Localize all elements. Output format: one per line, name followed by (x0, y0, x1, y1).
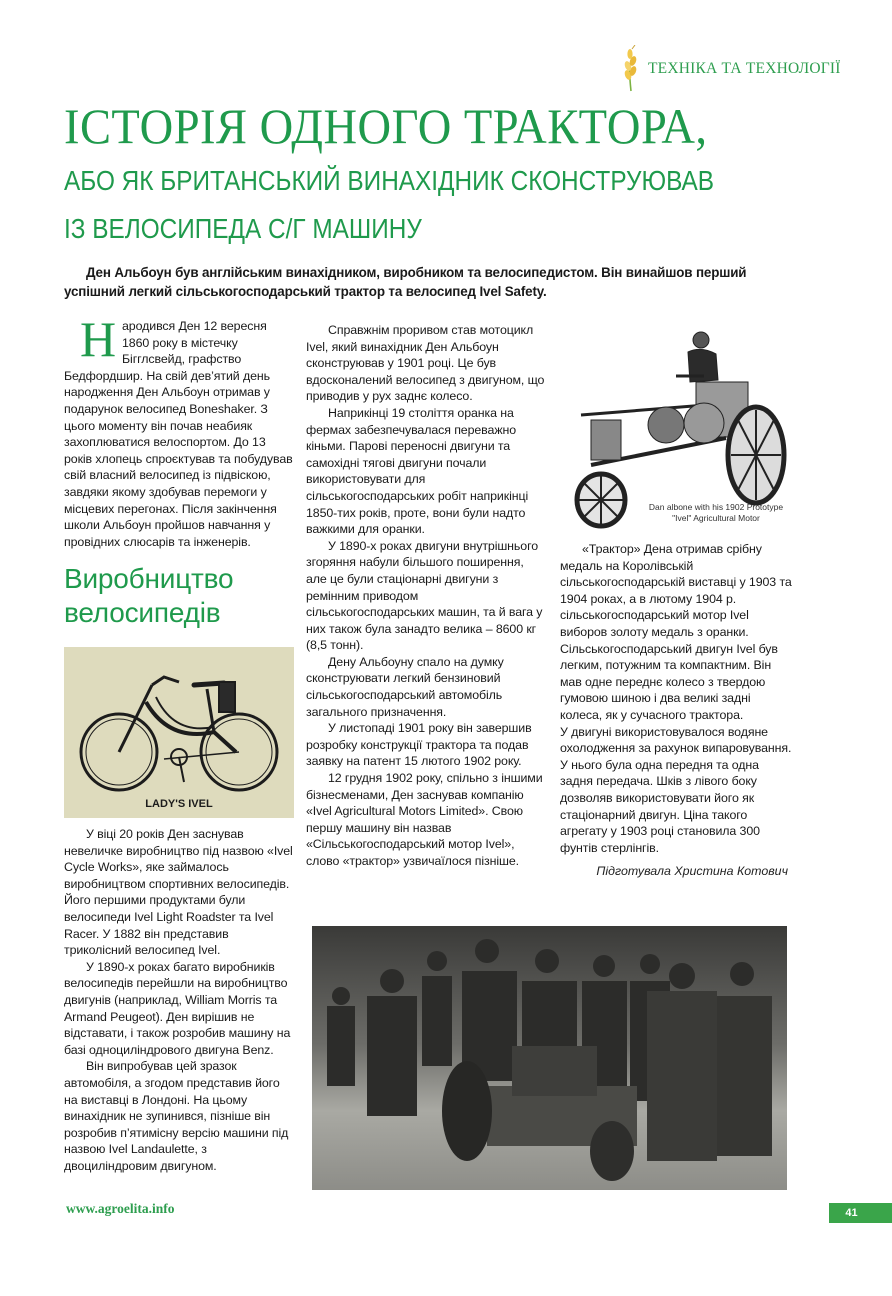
author-credit: Підготувала Христина Котович (596, 864, 788, 878)
bicycle-image (64, 647, 294, 818)
section-tag (620, 44, 841, 94)
article-title: ІСТОРІЯ ОДНОГО ТРАКТОРА, (64, 98, 708, 154)
historical-group-photo (312, 926, 787, 1190)
paragraph: ародився Ден 12 вересня 1860 року в містечку Бігглсвейд, графство Бедфордшир. На свій дев’ятий день народження Ден Альбоун отримав у подарунок велосипед Boneshaker. З цього моменту він почав неабияк захоплюватися велоспортом. До 13 років хлопець спроєктував та побудував свій власний велосипед із підвіскою, завдяки якому здобував перемоги у місцевих перегонах. Після закінчення школи Альбоун пройшов навчання у провідних слюсарів та інженерів. (64, 319, 293, 549)
tractor-caption-line1: Dan albone with his 1902 Prototype (648, 502, 784, 512)
paragraph: Справжнім проривом став мотоцикл Ivel, який винахідник Ден Альбоун сконструював у 1901 році. Це був вдосконалений велосипед з двигуном, що приводив у рух заднє колесо. (306, 323, 545, 404)
column-2 (306, 322, 546, 870)
column-1-intro (64, 311, 294, 550)
section-heading: Виробництво велосипедів (64, 563, 234, 628)
column-3 (560, 541, 792, 856)
article-subtitle-line2: ІЗ ВЕЛОСИПЕДА С/Г МАШИНУ (64, 213, 422, 244)
section-title: ТЕХНІКА ТА ТЕХНОЛОГІЇ (648, 60, 841, 77)
paragraph: У 1890-х роках двигуни внутрішнього згоряння набули більшого поширення, але це були стаціонарні двигуни з ремінним приводом сільськогосподарських машин, та й вага у них також була занадто велика – 8600 кг (8,5 тонн). (306, 538, 543, 653)
paragraph: 12 грудня 1902 року, спільно з іншими бізнесменами, Ден заснував компанію «Ivel Agricultural Motors Limited». Свою першу машину він назвав «Сільськогосподарський мотор Ivel», слово «трактор» узвичаїлося пізніше. (306, 771, 543, 868)
tractor-illustration (566, 320, 790, 530)
tractor-prototype-image (566, 320, 790, 530)
bicycle-caption: LADY'S IVEL (145, 798, 213, 810)
footer-website-link[interactable]: www.agroelita.info (66, 1201, 175, 1216)
column-1-body (64, 826, 294, 1174)
article-lead: Ден Альбоун був англійським винахідником, виробником та велосипедистом. Він винайшов перший успішний легкий сільськогосподарський трактор та велосипед Ivel Safety. (64, 265, 747, 299)
group-photo-illustration (312, 926, 787, 1190)
paragraph: Дену Альбоуну спало на думку сконструювати легкий бензиновий сільськогосподарський автомобіль загального призначення. (306, 654, 504, 719)
paragraph: У 1890-х роках багато виробників велосипедів перейшли на виробництво двигунів (наприклад, William Morris та Armand Peugeot). Ден вирішив не відставати, і також розробив машину на базі одноциліндрового двигуна Benz. (64, 959, 291, 1057)
wheat-icon (620, 45, 642, 93)
paragraph: У віці 20 років Ден заснував невеличке виробництво під назвою «Ivel Cycle Works», яке займалось виробництвом спортивних велосипедів. Його першими продуктами були велосипеди Ivel Light Roadster та Ivel Racer. У 1882 він представив триколісний велосипед Ivel. (64, 827, 293, 958)
tractor-caption-line2: "Ivel" Agricultural Motor (672, 513, 760, 523)
paragraph: У листопаді 1901 року він завершив розробку конструкції трактора та подав заявку на патент 15 лютого 1902 року. (306, 721, 532, 769)
paragraph: «Трактор» Дена отримав срібну медаль на Королівській сільськогосподарській виставці у 1903 та 1904 роках, а в лютому 1904 р. сільськогосподарський мотор Ivel виборов золоту медаль з оранки. Сільськогосподарський двигун Ivel був легким, потужним та компактним. Він мав одне переднє колесо з твердою гумовою шиною і два великі задні колеса, як у сучасного трактора. (560, 542, 792, 722)
bicycle-illustration (64, 647, 294, 818)
paragraph: Наприкінці 19 століття оранка на фермах забезпечувалася переважно кіньми. Парові переносні двигуни та самохідні тягові двигуни почали використовувати для сільськогосподарських робіт наприкінці 1850-тих років, проте, вони були надто важкими для оранки. (306, 405, 529, 537)
paragraph: Він випробував цей зразок автомобіля, а згодом представив його на виставці в Лондоні. На цьому винахідник не зупинився, пізніше він розробив п’ятимісну версію машини під назвою Ivel Landaulette, з двоциліндровим двигуном. (64, 1059, 289, 1173)
paragraph: У двигуні використовувалося водяне охолодження за рахунок випаровування. У нього була одна передня та одна задня передача. Шків з лівого боку дозволяв використовувати його як стаціонарний двигун. Ціна такого агрегату у 1903 році становила 300 фунтів стерлінгів. (560, 724, 792, 855)
article-subtitle-line1: АБО ЯК БРИТАНСЬКИЙ ВИНАХІДНИК СКОНСТРУЮВАВ (64, 165, 715, 196)
page-number: 41 (829, 1203, 892, 1223)
drop-cap: Н (80, 311, 117, 367)
